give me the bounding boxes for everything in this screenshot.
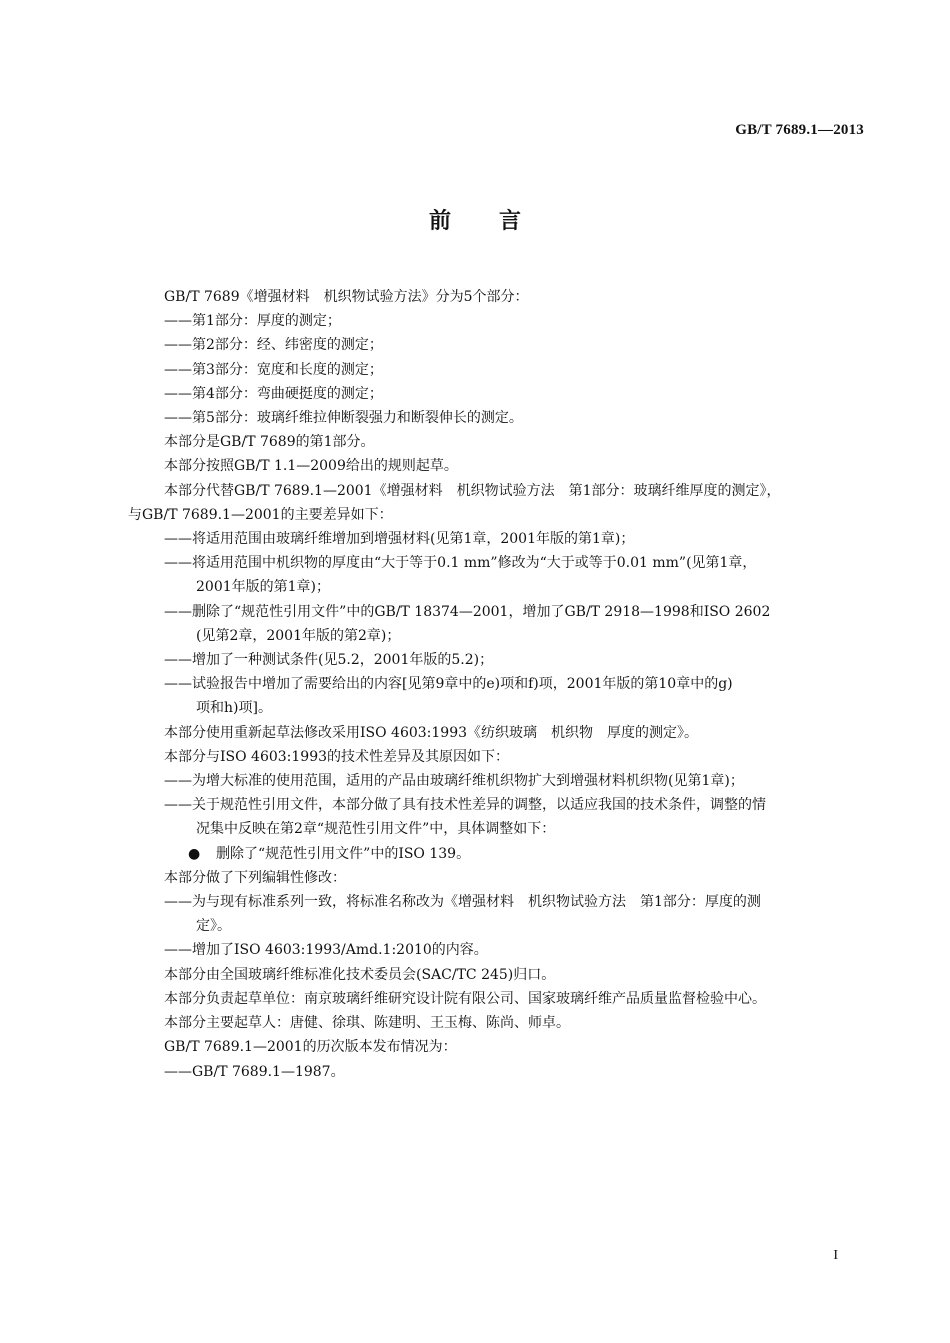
technical-difference-item: ——关于规范性引用文件，本部分做了具有技术性差异的调整，以适应我国的技术条件，调整的情: [164, 797, 766, 814]
bullet-icon: ●: [188, 845, 201, 862]
page-title: 前言: [428, 209, 569, 234]
paragraph: 本部分代替GB/T 7689.1—2001《增强材料 机织物试验方法 第1部分：玻璃纤维厚度的测定》，: [164, 482, 781, 499]
standard-number-header: GB/T 7689.1—2013: [735, 122, 864, 138]
difference-item-continuation: 2001年版的第1章)；: [196, 579, 330, 596]
part-list-item: ——第1部分：厚度的测定；: [164, 313, 341, 330]
part-list-item: ——第5部分：玻璃纤维拉伸断裂强力和断裂伸长的测定。: [164, 410, 523, 427]
difference-item: ——将适用范围由玻璃纤维增加到增强材料(见第1章，2001年版的第1章)；: [164, 531, 635, 548]
technical-difference-item: ——为增大标准的使用范围，适用的产品由玻璃纤维机织物扩大到增强材料机织物(见第1章)；: [164, 773, 744, 790]
editorial-item: ——增加了ISO 4603:1993/Amd.1:2010的内容。: [164, 942, 488, 959]
difference-item: ——增加了一种测试条件(见5.2，2001年版的5.2)；: [164, 652, 494, 669]
paragraph-continuation: 与GB/T 7689.1—2001的主要差异如下：: [128, 506, 393, 523]
difference-item: ——将适用范围中机织物的厚度由“大于等于0.1 mm”修改为“大于或等于0.01 mm”(见第1章，: [164, 555, 757, 572]
paragraph: 本部分主要起草人：唐健、徐琪、陈建明、王玉梅、陈尚、师卓。: [164, 1015, 570, 1032]
editorial-item-continuation: 定》。: [196, 918, 231, 935]
paragraph: 本部分是GB/T 7689的第1部分。: [164, 434, 375, 451]
page-number: I: [833, 1248, 838, 1263]
paragraph: 本部分按照GB/T 1.1—2009给出的规则起草。: [164, 458, 458, 475]
paragraph: GB/T 7689.1—2001的历次版本发布情况为：: [164, 1039, 457, 1056]
paragraph: 本部分负责起草单位：南京玻璃纤维研究设计院有限公司、国家玻璃纤维产品质量监督检验中心。: [164, 990, 766, 1007]
difference-item: ——试验报告中增加了需要给出的内容[见第9章中的e)项和f)项，2001年版的第10章中的g): [164, 676, 733, 693]
paragraph: 本部分使用重新起草法修改采用ISO 4603:1993《纺织玻璃 机织物 厚度的测定》。: [164, 724, 699, 741]
paragraph: 本部分由全国玻璃纤维标准化技术委员会(SAC/TC 245)归口。: [164, 966, 556, 983]
part-list-item: ——第4部分：弯曲硬挺度的测定；: [164, 385, 383, 402]
difference-item: ——删除了“规范性引用文件”中的GB/T 18374—2001，增加了GB/T 2918—1998和ISO 2602: [164, 603, 771, 620]
part-list-item: ——第2部分：经、纬密度的测定；: [164, 337, 383, 354]
history-item: ——GB/T 7689.1—1987。: [164, 1063, 345, 1080]
editorial-item: ——为与现有标准系列一致，将标准名称改为《增强材料 机织物试验方法 第1部分：厚度的测: [164, 894, 761, 911]
document-body: [128, 285, 864, 1084]
paragraph: 本部分与ISO 4603:1993的技术性差异及其原因如下：: [164, 748, 510, 765]
intro-line: GB/T 7689《增强材料 机织物试验方法》分为5个部分：: [164, 289, 529, 305]
paragraph: 本部分做了下列编辑性修改：: [164, 869, 346, 886]
difference-item-continuation: (见第2章，2001年版的第2章)；: [196, 627, 401, 644]
bullet-item: [128, 842, 864, 866]
technical-difference-continuation: 况集中反映在第2章“规范性引用文件”中，具体调整如下：: [196, 821, 556, 838]
bullet-text: 删除了“规范性引用文件”中的ISO 139。: [216, 845, 471, 862]
difference-item-continuation: 项和h)项]。: [196, 700, 272, 717]
part-list-item: ——第3部分：宽度和长度的测定；: [164, 361, 383, 378]
